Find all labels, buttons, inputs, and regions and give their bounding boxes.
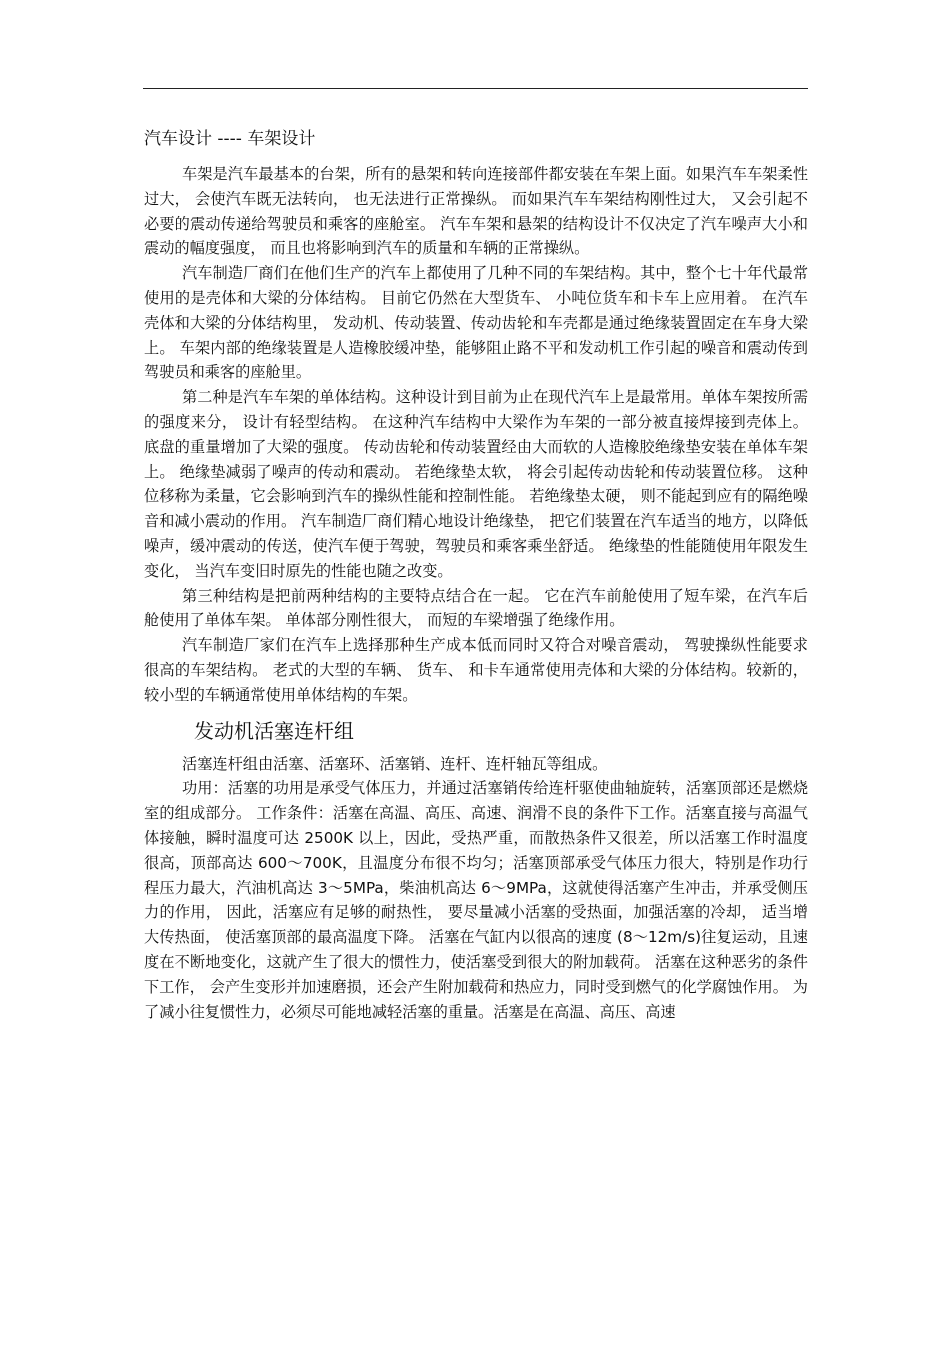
paragraph-piston-function: 功用：活塞的功用是承受气体压力，并通过活塞销传给连杆驱使曲轴旋转，活塞顶部还是燃烧室的组成部分。 工作条件：活塞在高温、高压、高速、润滑不良的条件下工作。活塞直接与高温气体接触，瞬时温度可达 2500K 以上，因此，受热严重，而散热条件又很差，所以活塞工作时温度很高，顶部高达 600～700K，且温度分布很不均匀；活塞顶部承受气体压力很大，特别是作功行程压力最大，汽油机高达 3～5MPa，柴油机高达 6～9MPa，这就使得活塞产生冲击，并承受侧压力的作用， 因此，活塞应有足够的耐热性， 要尽量减小活塞的受热面，加强活塞的冷却， 适当增大传热面， 使活塞顶部的最高温度下降。 活塞在气缸内以很高的速度 (8～12m/s)往复运动，且速度在不断地变化，这就产生了很大的惯性力，使活塞受到很大的附加载荷。 活塞在这种恶劣的条件下工作， 会产生变形并加速磨损，还会产生附加载荷和热应力，同时受到燃气的化学腐蚀作用。 为了减小往复惯性力，必须尽可能地减轻活塞的重量。活塞是在高温、高压、高速	[144, 779, 808, 1021]
document-title: 汽车设计 ---- 车架设计	[144, 129, 316, 149]
paragraph-unibody-frame: 第二种是汽车车架的单体结构。这种设计到目前为止在现代汽车上是最常用。单体车架按所需的强度来分， 设计有轻型结构。 在这种汽车结构中大梁作为车架的一部分被直接焊接到壳体上。 底盘的重量增加了大梁的强度。 传动齿轮和传动装置经由大而软的人造橡胶绝缘垫安装在单体车架上。 绝缘垫减弱了噪声的传动和震动。 若绝缘垫太软， 将会引起传动齿轮和传动装置位移。 这种位移称为柔量，它会影响到汽车的操纵性能和控制性能。 若绝缘垫太硬， 则不能起到应有的隔绝噪音和减小震动的作用。 汽车制造厂商们精心地设计绝缘垫， 把它们装置在汽车适当的地方，以降低噪声，缓冲震动的传送，使汽车便于驾驶，驾驶员和乘客乘坐舒适。 绝缘垫的性能随使用年限发生变化， 当汽车变旧时原先的性能也随之改变。	[144, 388, 808, 580]
document-body	[144, 124, 808, 1024]
header-rule	[143, 88, 808, 89]
paragraph-frame-intro: 车架是汽车最基本的台架，所有的悬架和转向连接部件都安装在车架上面。如果汽车车架柔性过大， 会使汽车既无法转向， 也无法进行正常操纵。 而如果汽车车架结构刚性过大， 又会引起不必要的震动传递给驾驶员和乘客的座舱室。 汽车车架和悬架的结构设计不仅决定了汽车噪声大小和震动的幅度强度， 而且也将影响到汽车的质量和车辆的正常操纵。	[144, 165, 808, 258]
paragraph-separate-frame: 汽车制造厂商们在他们生产的汽车上都使用了几种不同的车架结构。其中，整个七十年代最常使用的是壳体和大梁的分体结构。 目前它仍然在大型货车、 小吨位货车和卡车上应用着。 在汽车壳体和大梁的分体结构里， 发动机、传动装置、传动齿轮和车壳都是通过绝缘装置固定在车身大梁上。 车架内部的绝缘装置是人造橡胶缓冲垫，能够阻止路不平和发动机工作引起的噪音和震动传到驾驶员和乘客的座舱里。	[144, 264, 808, 382]
paragraph-piston-components: 活塞连杆组由活塞、活塞环、活塞销、连杆、连杆轴瓦等组成。	[182, 754, 608, 773]
section-title-piston: 发动机活塞连杆组	[194, 718, 354, 743]
paragraph-frame-selection: 汽车制造厂家们在汽车上选择那种生产成本低而同时又符合对噪音震动， 驾驶操纵性能要求很高的车架结构。 老式的大型的车辆、 货车、 和卡车通常使用壳体和大梁的分体结构。较新的，较小型的车辆通常使用单体结构的车架。	[144, 636, 808, 704]
paragraph-hybrid-frame: 第三种结构是把前两种结构的主要特点结合在一起。 它在汽车前舱使用了短车梁，在汽车后舱使用了单体车架。 单体部分刚性很大， 而短的车梁增强了绝缘作用。	[144, 586, 808, 630]
